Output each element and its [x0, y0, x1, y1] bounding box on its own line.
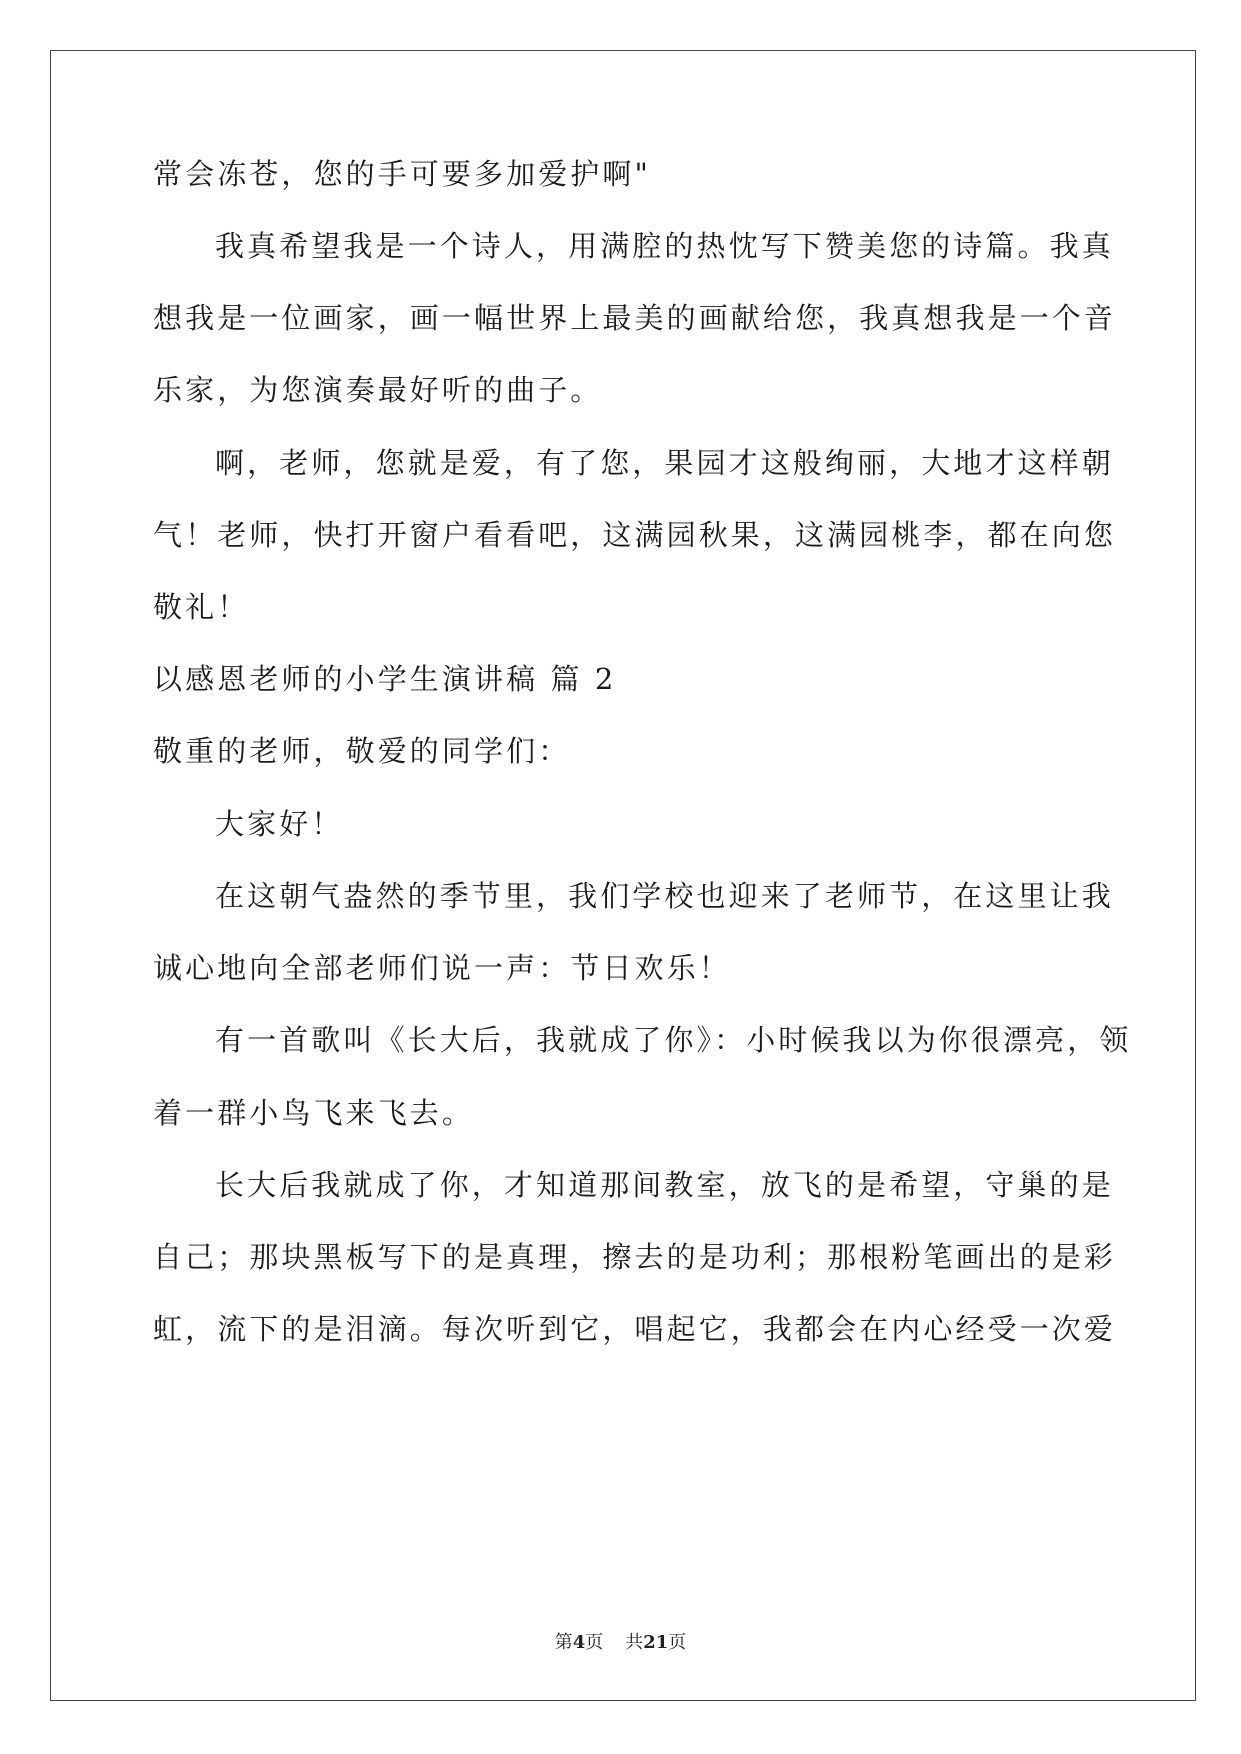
total-suffix: 页: [668, 1632, 687, 1653]
section-heading: 以感恩老师的小学生演讲稿 篇 2: [153, 662, 617, 696]
page-frame: [50, 50, 1196, 1701]
text-line: 乐家，为您演奏最好听的曲子。: [153, 373, 603, 407]
page-footer: [0, 1628, 1241, 1654]
salutation: 敬重的老师，敬爱的同学们：: [153, 734, 571, 768]
text-line: 气！老师，快打开窗户看看吧，这满园秋果，这满园桃李，都在向您: [153, 518, 1117, 552]
total-pages: 21: [643, 1632, 669, 1653]
page-prefix: 第: [554, 1632, 573, 1653]
page-suffix: 页: [585, 1632, 604, 1653]
greeting: 大家好！: [215, 807, 344, 841]
total-prefix: 共: [625, 1632, 644, 1653]
text-line: 自己；那块黑板写下的是真理，擦去的是功利；那根粉笔画出的是彩: [153, 1240, 1117, 1274]
paragraph-start: 我真希望我是一个诗人，用满腔的热忱写下赞美您的诗篇。我真: [215, 229, 1114, 263]
paragraph-start: 有一首歌叫《长大后，我就成了你》：小时候我以为你很漂亮，领: [215, 1023, 1132, 1057]
text-line: 着一群小鸟飞来飞去。: [153, 1096, 475, 1130]
text-line: 敬礼！: [153, 590, 250, 624]
text-line: 想我是一位画家，画一幅世界上最美的画献给您，我真想我是一个音: [153, 301, 1117, 335]
paragraph-start: 在这朝气盎然的季节里，我们学校也迎来了老师节，在这里让我: [215, 879, 1114, 913]
text-line: 诚心地向全部老师们说一声：节日欢乐！: [153, 951, 731, 985]
text-line: 常会冻苍，您的手可要多加爱护啊": [153, 157, 651, 191]
text-line: 虹，流下的是泪滴。每次听到它，唱起它，我都会在内心经受一次爱: [153, 1312, 1117, 1346]
page-number: 4: [572, 1632, 586, 1653]
paragraph-start: 长大后我就成了你，才知道那间教室，放飞的是希望，守巢的是: [215, 1168, 1114, 1202]
paragraph-start: 啊，老师，您就是爱，有了您，果园才这般绚丽，大地才这样朝: [215, 446, 1114, 480]
